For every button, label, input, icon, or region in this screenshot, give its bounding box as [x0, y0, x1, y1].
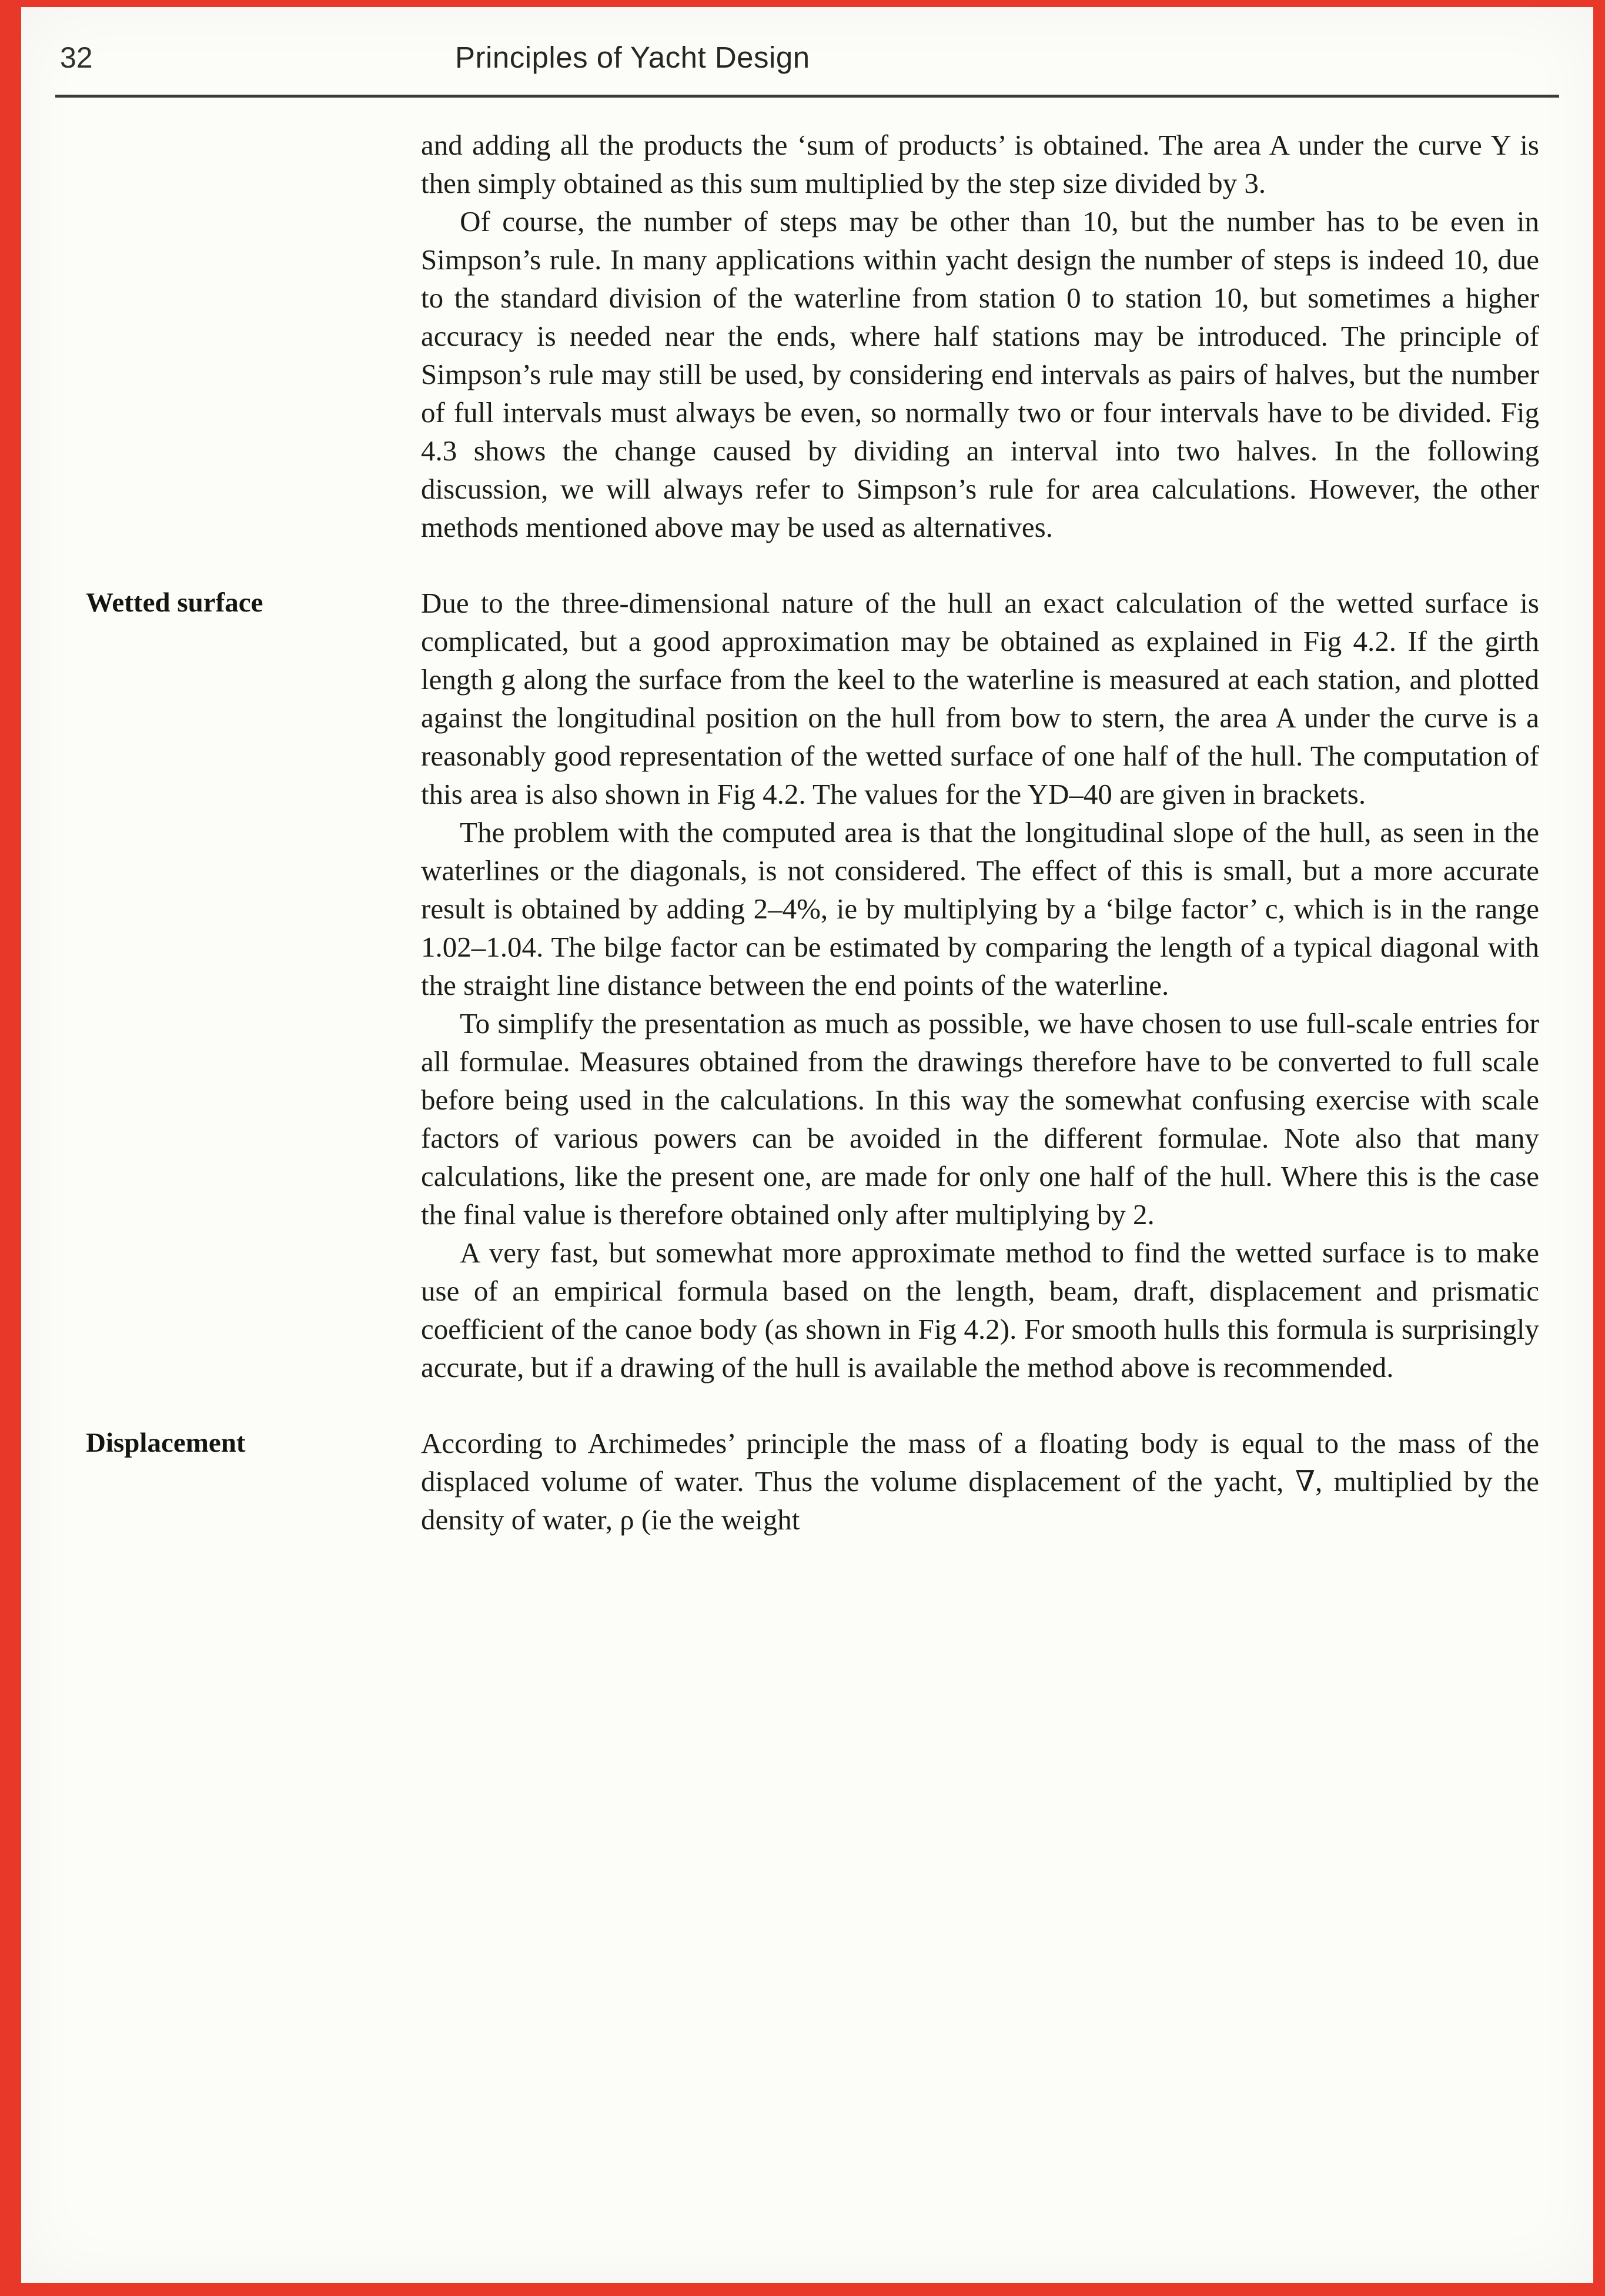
section-text	[421, 1424, 1539, 1539]
header-title: Principles of Yacht Design	[455, 41, 810, 74]
paragraph: The problem with the computed area is that the longitudinal slope of the hull, as seen in the waterlines or the diagonals, is not considered. The effect of this is small, but a more accurate result is obtained by adding 2–4%, ie by multiplying by a ‘bilge factor’ c, which is in the range 1.02–1.04. The bilge factor can be estimated by comparing the length of a typical diagonal with the straight line distance between the end points of the waterline.	[421, 816, 1539, 1001]
book-page	[21, 7, 1593, 2283]
section-label: Displacement	[86, 1428, 246, 1458]
paragraph: and adding all the products the ‘sum of products’ is obtained. The area A under the curve Y is then simply obtained as this sum multiplied by the step size divided by 3.	[421, 129, 1539, 199]
section-wetted-surface	[55, 584, 1539, 1386]
paragraph: Of course, the number of steps may be other than 10, but the number has to be even in Simpson’s rule. In many applications within yacht design the number of steps is indeed 10, due to the standard division of the waterline from station 0 to station 10, but sometimes a higher accuracy is needed near the ends, where half stations may be introduced. The principle of Simpson’s rule may still be used, by considering end intervals as pairs of halves, but the number of full intervals must always be even, so normally two or four intervals have to be divided. Fig 4.3 shows the change caused by dividing an interval into two halves. In the following discussion, we will always refer to Simpson’s rule for area calculations. However, the other methods mentioned above may be used as alternatives.	[421, 205, 1539, 543]
paragraph: To simplify the presentation as much as possible, we have chosen to use full-scale entries for all formulae. Measures obtained from the drawings therefore have to be converted to full scale before being used in the calculations. In this way the somewhat confusing exercise with scale factors of various powers can be avoided in the different formulae. Note also that many calculations, like the present one, are made for only one half of the hull. Where this is the case the final value is therefore obtained only after multiplying by 2.	[421, 1007, 1539, 1231]
section-displacement	[55, 1424, 1539, 1539]
paragraph: A very fast, but somewhat more approximate method to find the wetted surface is to make use of an empirical formula based on the length, beam, draft, displacement and prismatic coefficient of the canoe body (as shown in Fig 4.2). For smooth hulls this formula is surprisingly accurate, but if a drawing of the hull is available the method above is recommended.	[421, 1236, 1539, 1383]
page-header	[21, 7, 1593, 75]
paragraph: Due to the three-dimensional nature of the hull an exact calculation of the wetted surface is complicated, but a good approximation may be obtained as explained in Fig 4.2. If the girth length g along the surface from the keel to the waterline is measured at each station, and plotted against the longitudinal position on the hull from bow to stern, the area A under the curve is a reasonably good representation of the wetted surface of one half of the hull. The computation of this area is also shown in Fig 4.2. The values for the YD–40 are given in brackets.	[421, 587, 1539, 810]
page-content	[21, 98, 1593, 1539]
section-label: Wetted surface	[86, 587, 263, 618]
section-label	[55, 126, 421, 546]
section-intro	[55, 126, 1539, 546]
section-text	[421, 126, 1539, 546]
paragraph: According to Archimedes’ principle the mass of a floating body is equal to the mass of the displaced volume of water. Thus the volume displacement of the yacht, ∇, multiplied by the density of water, ρ (ie the weight	[421, 1427, 1539, 1536]
page-number: 32	[60, 41, 93, 74]
section-text	[421, 584, 1539, 1386]
